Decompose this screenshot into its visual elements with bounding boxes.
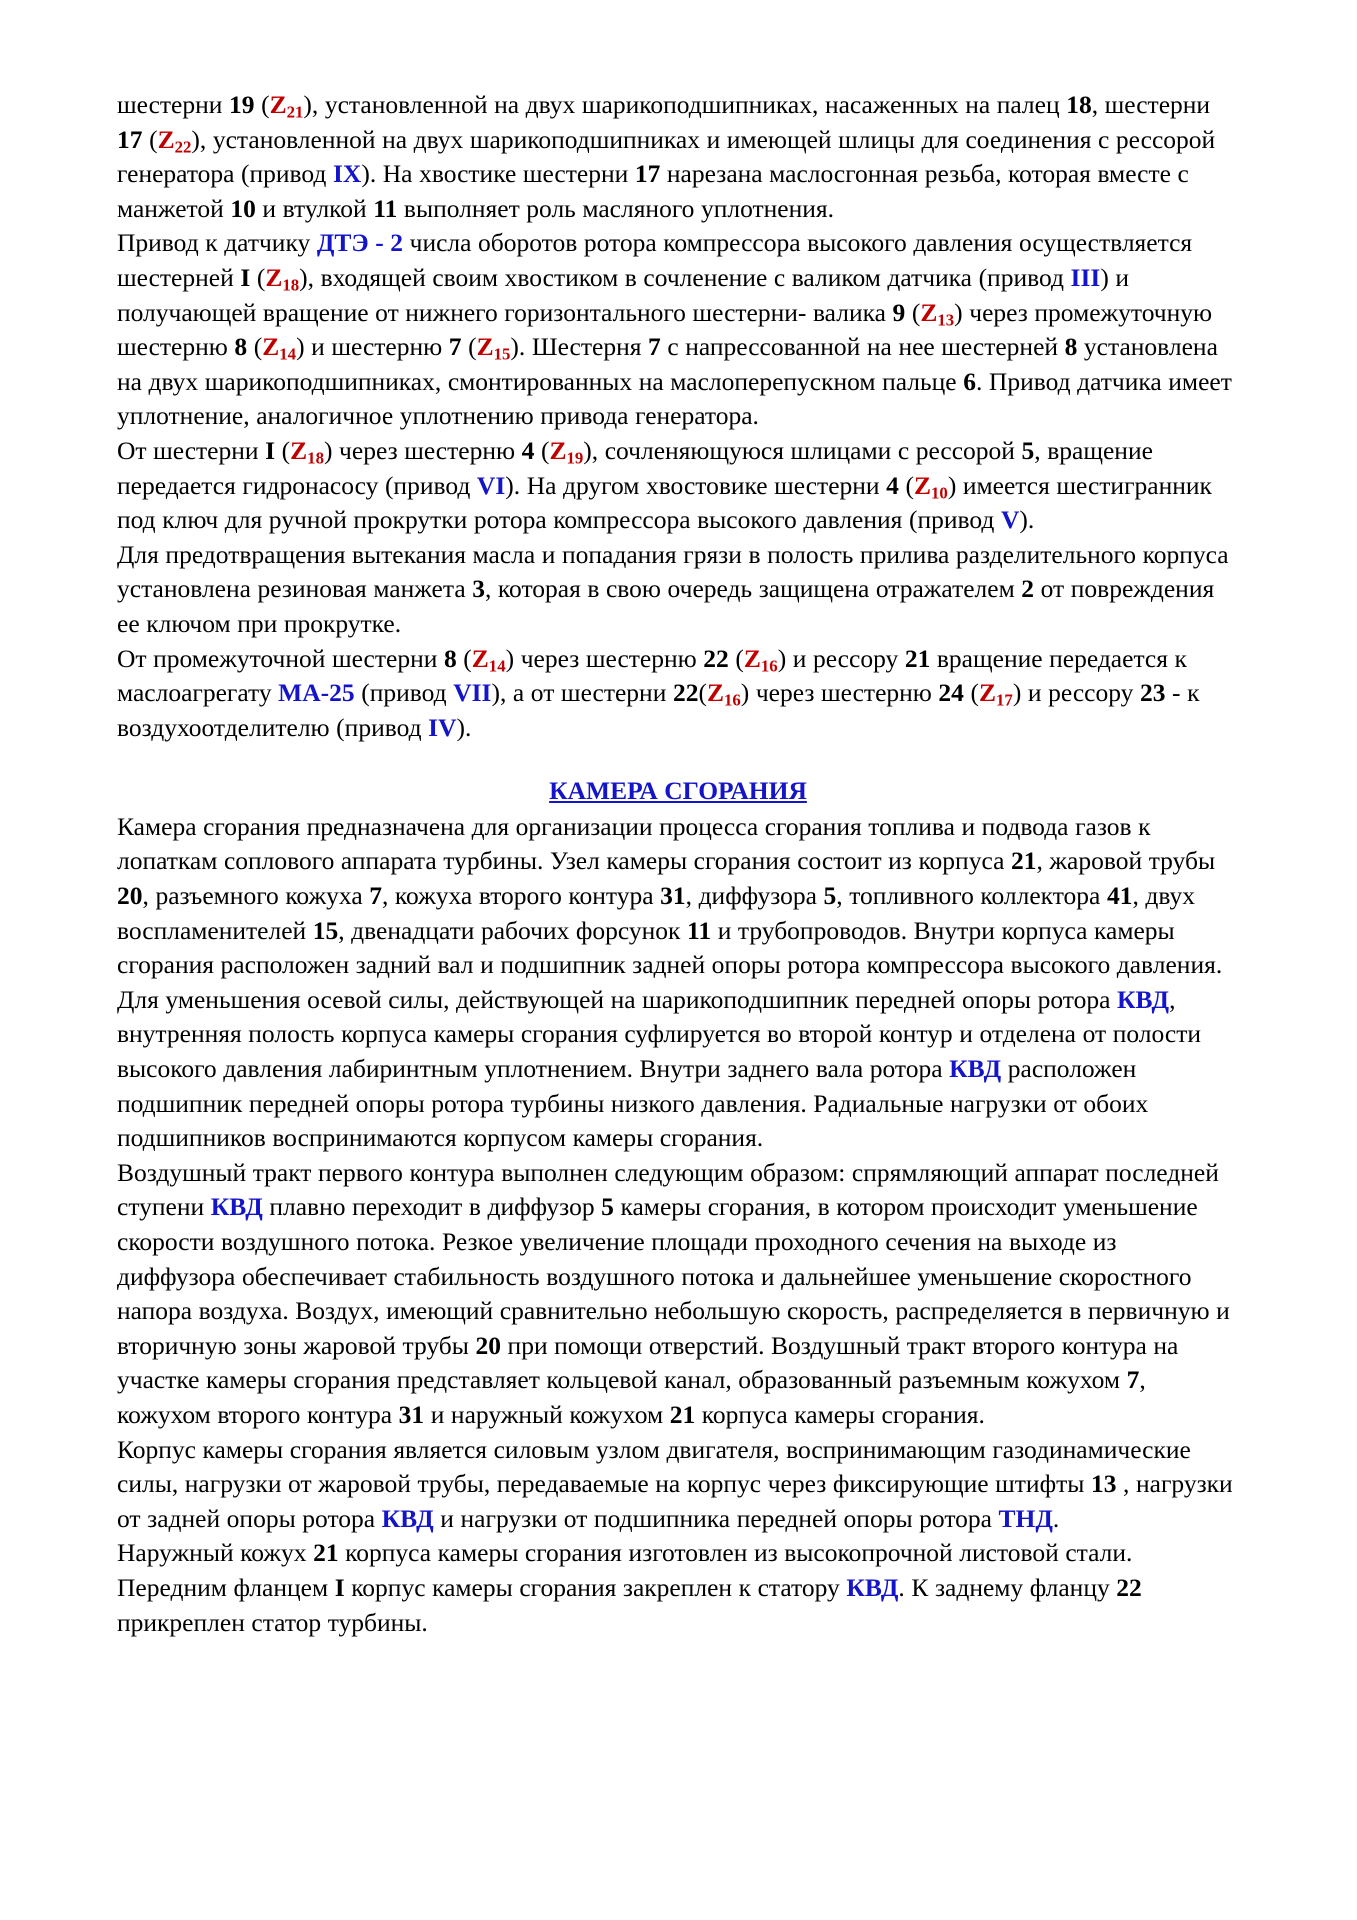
gear-subscript: 18	[282, 275, 300, 295]
gear-designation: $Z_{21}$	[269, 90, 304, 122]
part-number: 9	[892, 297, 906, 327]
gear-subscript: 10	[930, 483, 948, 503]
text-run: Для предотвращения вытекания масла и попадания грязи в полость прилива разделительного корпуса установлена резиновая манжета	[117, 539, 1229, 604]
gear-subscript: 17	[996, 690, 1013, 710]
text-run: , жаровой трубы	[1036, 846, 1216, 876]
part-number: 22	[1116, 1572, 1142, 1602]
gear-subscript: 14	[488, 656, 506, 676]
text-run: ) и получающей вращение от нижнего горизонтального шестерни- валика	[117, 262, 1130, 327]
text-run: ). Шестерня	[510, 332, 649, 362]
text-run: , которая в свою очередь защищена отражателем	[484, 574, 1022, 604]
text-run: ) через промежуточную шестерню	[117, 297, 1213, 362]
text-run: (	[728, 643, 744, 673]
text-column	[117, 88, 1239, 1640]
paragraph-outer-casing	[117, 1536, 1239, 1640]
component-designation: КВД	[1117, 984, 1170, 1014]
text-run: От шестерни	[117, 435, 266, 465]
part-number: 2	[1021, 574, 1035, 604]
part-number: 7	[1126, 1365, 1140, 1395]
text-run: расположен подшипник передней опоры ротора турбины низкого давления. Радиальные нагрузки от обоих подшипников воспринимаются корпусом камеры сгорания.	[117, 1054, 1149, 1153]
paragraph-air-path	[117, 1156, 1239, 1433]
text-run: Наружный кожух	[117, 1538, 314, 1568]
paragraph-dte2-sensor-drive	[117, 226, 1239, 434]
text-run: плавно переходит в диффузор	[262, 1192, 602, 1222]
text-run: вращение передается к маслоагрегату	[117, 643, 1187, 708]
text-run: ) имеется шестигранник под ключ для ручной прокрутки ротора компрессора высокого давления (привод	[117, 470, 1212, 535]
gear-designation: $Z_{13}$	[920, 297, 955, 330]
text-run: ) и рессору	[777, 643, 905, 673]
text-run: ). На другом хвостовике шестерни	[505, 470, 887, 500]
text-run: (	[963, 678, 979, 708]
paragraph-ma25-oil-unit-drive	[117, 642, 1239, 746]
device-designation: МА-25	[278, 678, 355, 708]
text-run: корпуса камеры сгорания изготовлен из высокопрочной листовой стали. Передним фланцем	[117, 1538, 1133, 1602]
text-run: и наружный кожухом	[424, 1399, 670, 1429]
text-run: (	[142, 124, 158, 154]
gear-designation: $Z_{10}$	[913, 470, 948, 503]
text-run: (	[698, 678, 707, 708]
part-number: 8	[234, 332, 248, 362]
part-number: 8	[1064, 332, 1078, 362]
part-number: 21	[313, 1538, 339, 1568]
text-run: шестерни	[117, 90, 229, 119]
gear-subscript: 16	[760, 656, 778, 676]
gear-designation: $Z_{16}$	[743, 643, 778, 676]
paragraph-hydraulic-pump-drive	[117, 434, 1239, 538]
gear-subscript: 21	[286, 102, 304, 122]
part-number: 7	[448, 332, 462, 362]
text-run: Камера сгорания предназначена для организации процесса сгорания топлива и подвода газов к лопаткам соплового аппарата турбины. Узел камеры сгорания состоит из корпуса	[117, 811, 1151, 876]
component-designation: КВД	[210, 1192, 263, 1222]
gear-subscript: 15	[493, 344, 511, 364]
part-number: 17	[117, 124, 143, 154]
drive-numeral: IX	[332, 159, 362, 189]
part-number: 22	[672, 678, 699, 708]
text-run: Привод к датчику	[117, 228, 317, 258]
component-designation: КВД	[846, 1572, 899, 1602]
text-run: (	[534, 435, 550, 465]
drive-numeral: IV	[428, 712, 457, 742]
part-number: 41	[1106, 881, 1133, 911]
part-number: 8	[443, 643, 457, 673]
part-number: 21	[1010, 846, 1037, 876]
text-run: ), входящей своим хвостиком в сочленение с валиком датчика (привод	[299, 262, 1071, 292]
text-run: от повреждения ее ключом при прокрутке.	[117, 574, 1215, 638]
part-number: 20	[475, 1330, 501, 1360]
text-run: , двенадцати рабочих форсунок	[338, 915, 688, 945]
component-designation: ТНД	[998, 1503, 1053, 1533]
part-number: 3	[472, 574, 485, 604]
component-designation: КВД	[381, 1503, 434, 1533]
text-run: , нагрузки от задней опоры ротора	[117, 1469, 1233, 1533]
text-run: и трубопроводов. Внутри корпуса камеры сгорания расположен задний вал и подшипник задней опоры ротора компрессора высокого давления. Для уменьшения осевой силы, действующей на шарикоподшипник передней опоры ротора	[117, 915, 1223, 1014]
part-number: 19	[229, 90, 255, 119]
part-number: 4	[886, 470, 899, 500]
text-run: корпуса камеры сгорания.	[695, 1399, 985, 1429]
text-run: ), установленной на двух шарикоподшипниках, насаженных на палец	[303, 90, 1067, 119]
text-run: . Привод датчика имеет уплотнение, аналогичное уплотнению привода генератора.	[117, 366, 1232, 431]
part-number: 5	[1021, 435, 1035, 465]
gear-subscript: 22	[174, 137, 192, 157]
text-run: при помощи отверстий. Воздушный тракт второго контура на участке камеры сгорания представляет кольцевой канал, образованный разъемным кожухом	[117, 1330, 1179, 1395]
text-run: (	[898, 470, 914, 500]
gear-designation: $Z_{14}$	[471, 643, 506, 676]
text-run: , вращение передается гидронасосу (привод	[117, 435, 1153, 500]
text-run: От промежуточной шестерни	[117, 643, 444, 673]
part-number: 31	[398, 1399, 425, 1429]
part-number: 10	[230, 193, 256, 223]
text-run: и втулкой	[255, 193, 374, 223]
part-number: I	[240, 262, 251, 292]
text-run: (	[275, 435, 291, 465]
text-run: (	[461, 332, 477, 362]
text-run: ). На хвостике шестерни	[361, 159, 635, 189]
paragraph-gearbox-drives-1	[117, 88, 1239, 226]
part-number: 4	[521, 435, 535, 465]
gear-subscript: 18	[307, 448, 324, 468]
text-run: ).	[1019, 505, 1035, 535]
text-run: , диффузора	[685, 881, 824, 911]
text-run: Воздушный тракт первого контура выполнен следующим образом: спрямляющий аппарат последней ступени	[117, 1157, 1219, 1222]
gear-subscript: 13	[937, 310, 955, 330]
text-run: , топливного коллектора	[836, 881, 1107, 911]
part-number: 6	[963, 366, 976, 396]
text-run: с напрессованной на нее шестерней	[660, 332, 1065, 362]
gear-subscript: 19	[566, 448, 584, 468]
part-number: 11	[373, 193, 398, 223]
text-run: (привод	[354, 678, 454, 708]
gear-designation: $Z_{19}$	[549, 435, 584, 468]
text-run: , кожухом второго контура	[117, 1365, 1146, 1429]
part-number: 11	[687, 915, 712, 945]
text-run: (	[456, 643, 472, 673]
text-run: (	[905, 297, 921, 327]
gear-designation: $Z_{18}$	[265, 262, 300, 295]
text-run: ), установленной на двух шарикоподшипниках и имеющей шлицы для соединения с рессорой генератора (привод	[117, 124, 1216, 189]
text-run: ) через шестерню	[323, 435, 522, 465]
text-run: , внутренняя полость корпуса камеры сгорания суфлируется во второй контур и отделена от полости высокого давления лабиринтным уплотнением. Внутри заднего вала ротора	[117, 984, 1201, 1084]
gear-designation: $Z_{15}$	[476, 332, 511, 364]
part-number: 24	[938, 678, 964, 708]
paragraph-oil-seal	[117, 538, 1239, 642]
text-run: ) через шестерню	[740, 678, 939, 708]
part-number: 22	[703, 643, 729, 673]
drive-numeral: V	[1000, 505, 1020, 535]
part-number: 13	[1090, 1469, 1117, 1499]
part-number: 21	[669, 1399, 696, 1429]
text-run: (	[254, 90, 270, 119]
component-designation: КВД	[949, 1054, 1002, 1084]
part-number: 18	[1066, 90, 1092, 119]
device-designation: ДТЭ - 2	[316, 228, 404, 258]
text-run: (	[250, 262, 266, 292]
part-number: 7	[648, 332, 661, 362]
part-number: 5	[823, 881, 837, 911]
paragraph-combustion-chamber-overview	[117, 810, 1239, 1156]
text-run: Корпус камеры сгорания является силовым узлом двигателя, воспринимающим газодинамические силы, нагрузки от жаровой трубы, передаваемые на корпус через фиксирующие штифты	[117, 1434, 1191, 1499]
text-run: . К заднему фланцу	[898, 1572, 1117, 1602]
gear-subscript: 16	[723, 690, 741, 710]
part-number: 23	[1139, 678, 1166, 708]
gear-designation: $Z_{18}$	[290, 435, 324, 468]
text-run: , разъемного кожуха	[142, 881, 370, 911]
text-run: и нагрузки от подшипника передней опоры ротора	[433, 1503, 999, 1533]
paragraph-load-bearing-structure	[117, 1433, 1239, 1537]
text-run: установлена на двух шарикоподшипниках, смонтированных на маслоперепускном пальце	[117, 332, 1218, 396]
text-run: ), сочленяющуюся шлицами с рессорой	[583, 435, 1022, 465]
text-run: (	[247, 332, 263, 362]
text-run: , кожуха второго контура	[381, 881, 661, 911]
text-run: ).	[456, 712, 472, 742]
drive-numeral: VI	[476, 470, 506, 500]
drive-numeral: VII	[453, 678, 492, 708]
part-number: 17	[634, 159, 661, 189]
part-number: I	[334, 1572, 345, 1602]
part-number: 21	[904, 643, 931, 673]
text-run: выполняет роль масляного уплотнения.	[397, 193, 835, 223]
text-run: прикреплен статор турбины.	[117, 1607, 428, 1637]
text-run: камеры сгорания, в котором происходит уменьшение скорости воздушного потока. Резкое увеличение площади проходного сечения на выходе из диффузора обеспечивает стабильность воздушного потока и дальнейшее уменьшение скоростного напора воздуха. Воздух, имеющий сравнительно небольшую скорость, распределяется в первичную и вторичную зоны жаровой трубы	[117, 1192, 1230, 1360]
part-number: 20	[117, 881, 143, 911]
text-run: ), а от шестерни	[491, 678, 673, 708]
text-run: числа оборотов ротора компрессора высокого давления осуществляется шестерней	[117, 228, 1193, 292]
text-run: , двух воспламенителей	[117, 881, 1196, 945]
gear-designation: $Z_{16}$	[706, 678, 741, 710]
text-run: ) и рессору	[1012, 678, 1140, 708]
text-run: ) через шестерню	[505, 643, 704, 673]
part-number: 15	[312, 915, 339, 945]
gear-designation: $Z_{14}$	[262, 332, 297, 364]
text-run: корпус камеры сгорания закреплен к статору	[344, 1572, 847, 1602]
gear-subscript: 14	[279, 344, 297, 364]
text-run: нарезана маслосгонная резьба, которая вместе с манжетой	[117, 159, 1189, 223]
text-run: - к воздухоотделителю (привод	[117, 678, 1200, 742]
text-run: ) и шестерню	[296, 332, 449, 362]
part-number: 7	[369, 881, 382, 911]
drive-numeral: III	[1070, 262, 1101, 292]
gear-designation: $Z_{17}$	[979, 678, 1013, 710]
section-heading-combustion-chamber: КАМЕРА СГОРАНИЯ	[549, 776, 807, 806]
part-number: 5	[601, 1192, 614, 1222]
part-number: 31	[660, 881, 686, 911]
heading-spacer-above	[117, 745, 1239, 774]
text-run: .	[1052, 1503, 1060, 1533]
text-run: , шестерни	[1091, 90, 1211, 119]
gear-designation: $Z_{22}$	[157, 124, 192, 157]
part-number: I	[265, 435, 276, 465]
